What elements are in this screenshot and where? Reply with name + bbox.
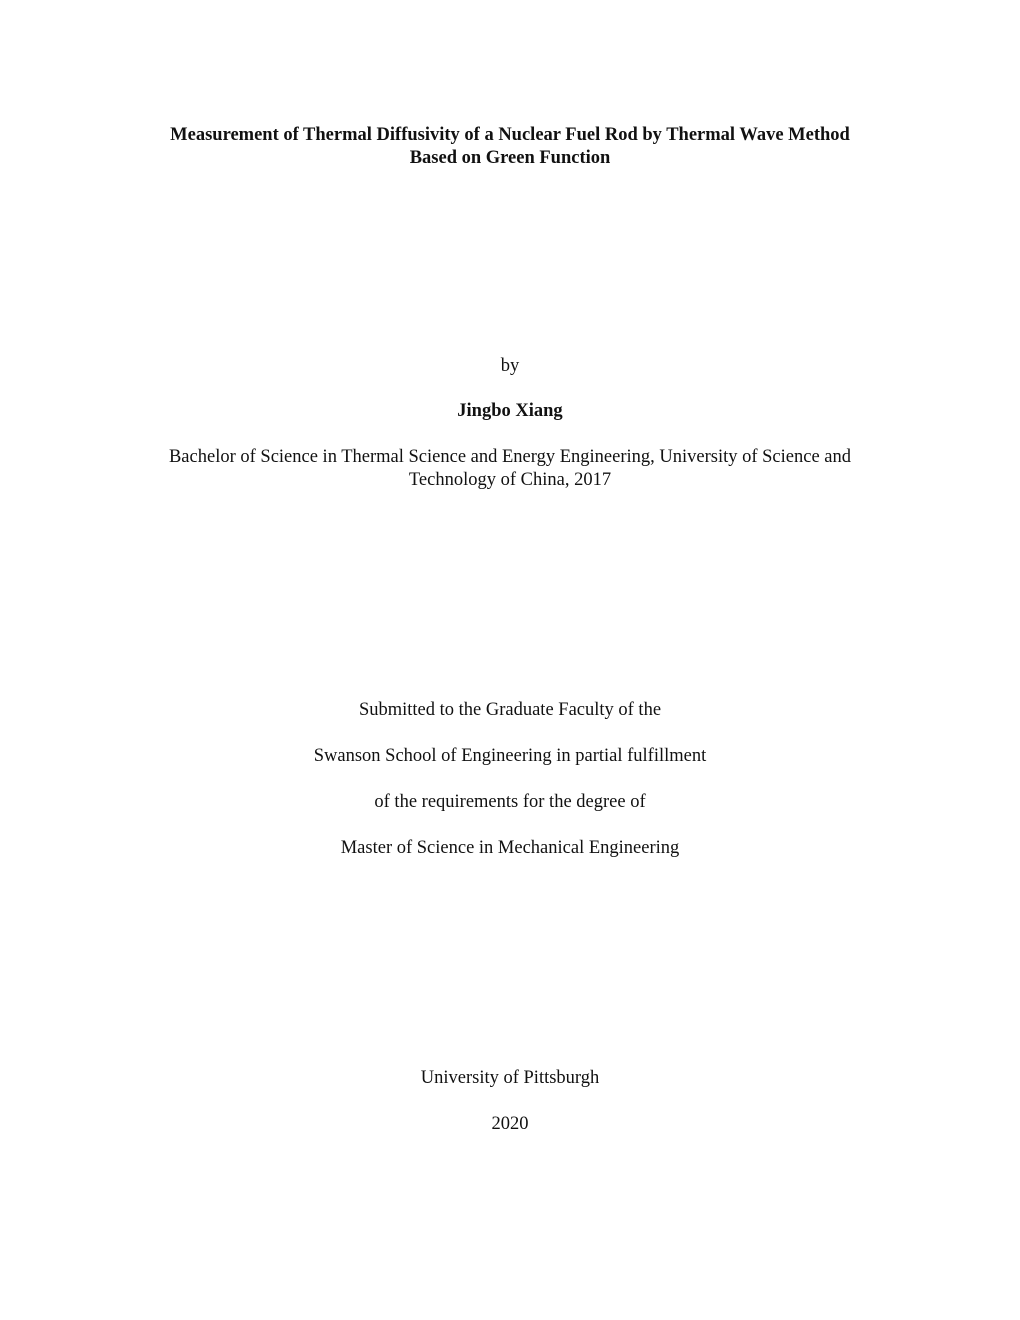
thesis-title-line-1: Measurement of Thermal Diffusivity of a Nuclear Fuel Rod by Thermal Wave Method — [170, 125, 850, 145]
author-name: Jingbo Xiang — [457, 401, 563, 421]
submission-line-3: of the requirements for the degree of — [374, 792, 646, 812]
prior-degree-line-2: Technology of China, 2017 — [408, 470, 612, 490]
submission-line-2: Swanson School of Engineering in partial fulfillment — [313, 746, 707, 766]
submission-line-1: Submitted to the Graduate Faculty of the — [358, 700, 662, 720]
degree-name: Master of Science in Mechanical Engineering — [340, 838, 680, 858]
thesis-title-line-2: Based on Green Function — [409, 148, 611, 168]
prior-degree-line-1: Bachelor of Science in Thermal Science and Energy Engineering, University of Science and — [168, 447, 852, 467]
year: 2020 — [491, 1114, 529, 1134]
by-label: by — [500, 356, 520, 376]
institution-name: University of Pittsburgh — [420, 1068, 600, 1088]
